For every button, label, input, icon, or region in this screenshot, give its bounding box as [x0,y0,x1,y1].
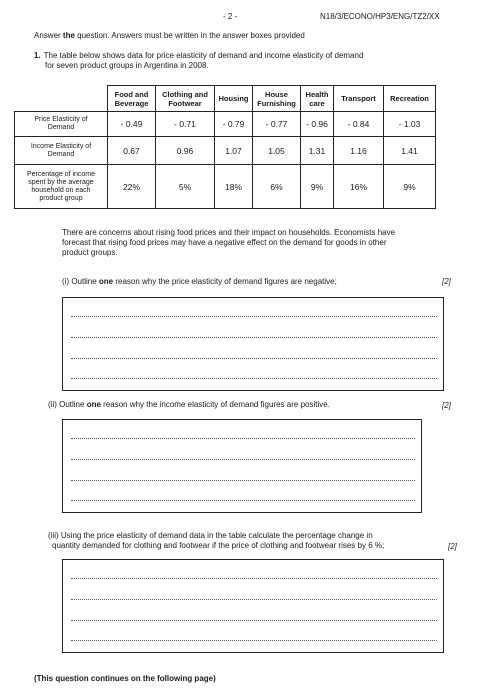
table-cell: 1.07 [215,137,253,165]
table-cell: - 0.84 [334,112,384,137]
context-paragraph [62,228,442,258]
answer-line [71,500,415,501]
table-corner [15,86,108,112]
question-1-stem [34,51,434,71]
paragraph-line: forecast that rising food prices may have a negative effect on the demand for goods in other [62,238,387,247]
instructions-suffix: question. Answers must be written in the answer boxes provided [74,31,305,40]
table-cell: 1.05 [253,137,301,165]
answer-line [71,578,437,579]
table-row [15,137,436,165]
instructions [34,31,305,40]
table-cell: 5% [156,165,215,209]
column-header: Recreation [384,86,436,112]
row-label: Percentage of income spent by the average household on each product group [15,165,108,209]
table-cell: 18% [215,165,253,209]
table-cell: 0.96 [156,137,215,165]
page-number: - 2 - [223,12,238,21]
answer-line [71,480,415,481]
part-ii-marks: [2] [442,401,451,410]
table-cell: 22% [108,165,156,209]
table-cell: 6% [253,165,301,209]
paragraph-line: product groups. [62,248,118,257]
table-cell: - 0.71 [156,112,215,137]
paragraph-line: There are concerns about rising food prices and their impact on households. Economists have [62,228,396,237]
table-cell: 1.16 [334,137,384,165]
table-row [15,112,436,137]
answer-box-ii[interactable] [62,419,422,513]
table-cell: 1.31 [301,137,334,165]
column-header: Food and Beverage [108,86,156,112]
part-i-question: (i) Outline one reason why the price elasticity of demand figures are negative; [62,277,337,286]
instructions-bold: the [62,31,75,40]
row-label: Income Elasticity of Demand [15,137,108,165]
column-header: Housing [215,86,253,112]
column-header: Transport [334,86,384,112]
answer-line [71,459,415,460]
instructions-prefix: Answer [34,31,63,40]
answer-line [71,620,437,621]
continuation-note: (This question continues on the following page) [34,674,216,683]
table-cell: 0.67 [108,137,156,165]
table-cell: 9% [384,165,436,209]
table-header-row [15,86,436,112]
table-cell: 16% [334,165,384,209]
part-iii-question: (iii) Using the price elasticity of demand data in the table calculate the percentage change in quantity demanded for clothing and footwear if the price of clothing and footwear rises by 6 %; [48,531,385,550]
table-cell: 1.41 [384,137,436,165]
table-cell: - 0.49 [108,112,156,137]
exam-code: N18/3/ECONO/HP3/ENG/TZ2/XX [320,12,440,21]
part-ii-question: (ii) Outline one reason why the income elasticity of demand figures are positive. [48,400,330,409]
table-cell: - 0.77 [253,112,301,137]
answer-box-i[interactable] [62,297,444,391]
answer-line [71,358,437,359]
answer-box-iii[interactable] [62,559,444,653]
row-label: Price Elasticity of Demand [15,112,108,137]
question-number: 1. [34,51,41,60]
part-iii-marks: [2] [448,542,457,551]
part-i-marks: [2] [442,277,451,286]
answer-line [71,640,437,641]
elasticity-table [14,85,436,209]
table-cell: 9% [301,165,334,209]
answer-line [71,337,437,338]
table-row [15,165,436,209]
table-cell: - 1.03 [384,112,436,137]
column-header: Health care [301,86,334,112]
answer-line [71,378,437,379]
answer-line [71,316,437,317]
column-header: House Furnishing [253,86,301,112]
question-line-1: The table below shows data for price elasticity of demand and income elasticity of demand [43,51,364,60]
answer-line [71,438,415,439]
table-cell: - 0.79 [215,112,253,137]
answer-line [71,599,437,600]
table-cell: - 0.96 [301,112,334,137]
question-line-2: for seven product groups in Argentina in 2008. [45,61,209,70]
column-header: Clothing and Footwear [156,86,215,112]
